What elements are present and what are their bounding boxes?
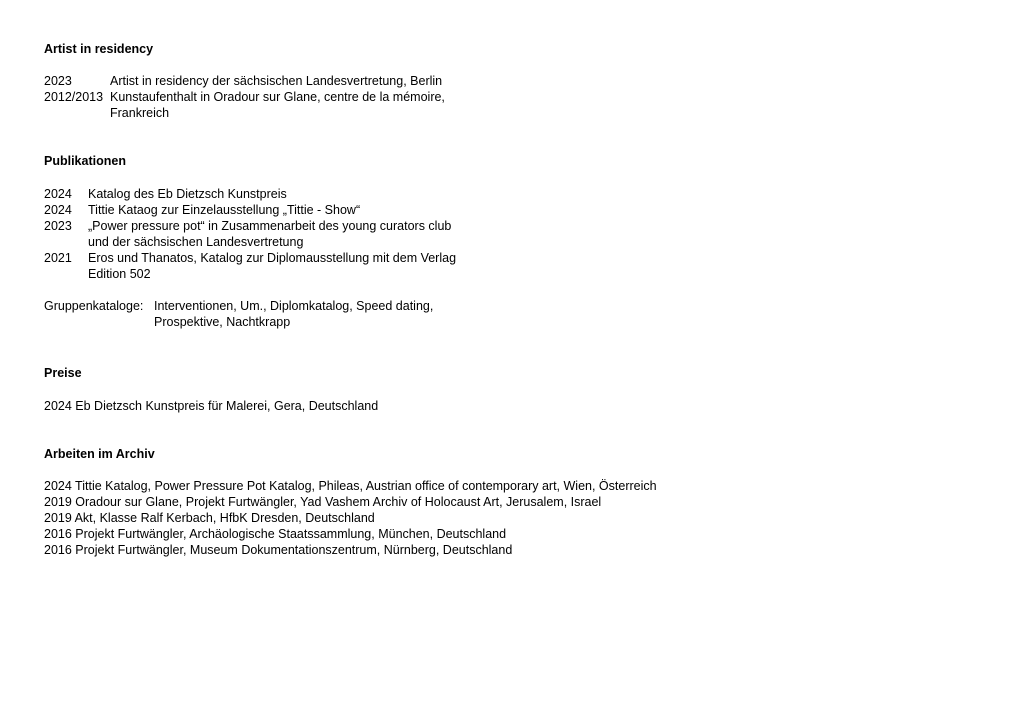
archive-entry: 2019 Oradour sur Glane, Projekt Furtwängler, Yad Vashem Archiv of Holocaust Art, Jerusalem, Israel [44,495,602,509]
group-catalogues-label: Gruppenkataloge: [44,299,144,313]
archive-entry: 2016 Projekt Furtwängler, Museum Dokumentationszentrum, Nürnberg, Deutschland [44,543,513,557]
archive-entry: 2019 Akt, Klasse Ralf Kerbach, HfbK Dresden, Deutschland [44,511,375,525]
publication-entry [44,218,644,250]
section-heading-prizes: Preise [44,366,82,380]
archive-entry: 2024 Tittie Katalog, Power Pressure Pot Katalog, Phileas, Austrian office of contemporary art, Wien, Österreich [44,479,657,493]
entry-year: 2023 [44,219,72,233]
group-catalogues-text-continued: Prospektive, Nachtkrapp [154,315,291,329]
publication-entry [44,250,644,282]
section-heading-archive: Arbeiten im Archiv [44,447,155,461]
publication-entry [44,202,644,218]
entry-text: Artist in residency der sächsischen Landesvertretung, Berlin [110,74,443,88]
publication-entry [44,186,644,202]
entry-text: Kunstaufenthalt in Oradour sur Glane, centre de la mémoire, [110,90,445,104]
entry-text: „Power pressure pot“ in Zusammenarbeit des young curators club [88,219,452,233]
group-catalogues [44,298,644,330]
entry-year: 2021 [44,251,72,265]
entry-year: 2012/2013 [44,90,104,104]
residency-entry [44,89,644,121]
entry-text-continued: Edition 502 [88,267,151,281]
entry-text: Tittie Kataog zur Einzelausstellung „Tittie - Show“ [88,203,361,217]
section-heading-publications: Publikationen [44,154,126,168]
prize-entry: 2024 Eb Dietzsch Kunstpreis für Malerei, Gera, Deutschland [44,399,379,413]
entry-year: 2023 [44,74,72,88]
document-page [44,0,984,724]
group-catalogues-text: Interventionen, Um., Diplomkatalog, Speed dating, [154,299,434,313]
residency-entry [44,73,644,89]
archive-entry: 2016 Projekt Furtwängler, Archäologische Staatssammlung, München, Deutschland [44,527,507,541]
entry-year: 2024 [44,203,72,217]
entry-text-continued: und der sächsischen Landesvertretung [88,235,304,249]
section-heading-residency: Artist in residency [44,42,154,56]
entry-year: 2024 [44,187,72,201]
entry-text: Katalog des Eb Dietzsch Kunstpreis [88,187,287,201]
entry-text-continued: Frankreich [110,106,170,120]
entry-text: Eros und Thanatos, Katalog zur Diplomausstellung mit dem Verlag [88,251,457,265]
